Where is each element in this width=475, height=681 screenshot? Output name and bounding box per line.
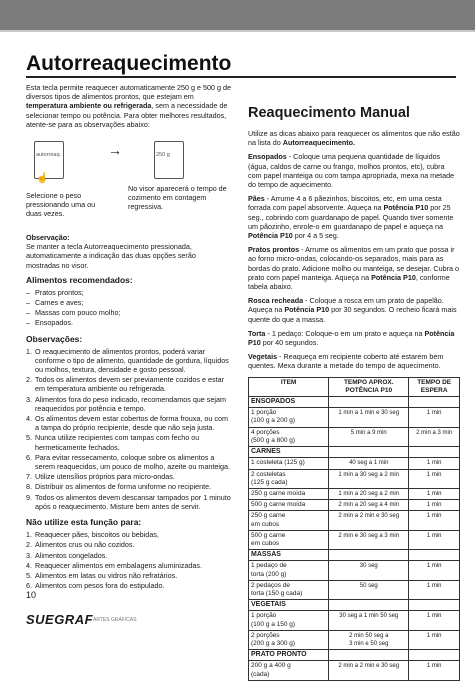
table-group-row: [249, 550, 460, 561]
cell-wait: 1 min: [409, 630, 460, 649]
empty-cell: [409, 397, 460, 408]
bold-text: Autorreaquecimento.: [282, 138, 356, 148]
empty-cell: [409, 650, 460, 661]
list-number: 5.: [26, 570, 32, 580]
caption-select-weight: Selecione o peso pressionando uma ou duas vezes.: [26, 191, 96, 219]
bold-text: Potência P10: [248, 231, 293, 241]
weight-selection-diagram: [26, 134, 231, 229]
cell-item: 2 pedaços de torta (150 g cada): [249, 580, 329, 599]
recommended-foods-title: Alimentos recomendados:: [26, 274, 133, 285]
text-run: - Reaqueça em recipiente coberto até estarem bem quentes. Mexa durante a metade do tempo de aquecimento.: [248, 352, 444, 371]
cell-item: 500 g carne moída: [249, 500, 329, 511]
list-item: [26, 570, 231, 580]
list-text: Nunca utilize recipientes com tampas com fecho ou hermeticamente fechados.: [35, 433, 200, 452]
page-title: Autorreaquecimento: [26, 52, 232, 75]
table-row: [249, 469, 460, 488]
list-number: 1.: [26, 346, 32, 356]
text-run: - Arrume os alimentos em um prato que possa ir ao forno micro-ondas, colocando-os separados, mais para as bordas do prato. Adicione molho ou manteiga, se desejar. Cubra o prato com papel manteiga. Aqueça na: [248, 245, 459, 282]
reheat-tip: [248, 352, 460, 370]
list-number: 7.: [26, 472, 32, 482]
table-row: [249, 580, 460, 599]
text-run: Utilize as dicas abaixo para reaquecer os alimentos que não estão na lista do: [248, 129, 460, 148]
cell-item: 1 pedaço de torta (200 g): [249, 561, 329, 580]
cell-item: 1 porção (100 g a 150 g): [249, 611, 329, 630]
group-name: PRATO PRONTO: [249, 650, 329, 661]
table-row: [249, 561, 460, 580]
list-text: Alimentos fora do peso indicado, recomendamos que sejam reaquecidos por potência e tempo.: [35, 394, 226, 413]
cell-item: 200 g a 400 g (cada): [249, 661, 329, 680]
cell-wait: 1 min: [409, 408, 460, 427]
list-item: [26, 375, 231, 394]
list-number: 2.: [26, 375, 32, 385]
text-run: por 40 segundos.: [260, 338, 319, 348]
cell-wait: 1 min: [409, 511, 460, 530]
cell-time: 50 seg: [329, 580, 409, 599]
table-group-row: [249, 650, 460, 661]
title-rule: [26, 76, 456, 78]
cell-item: 250 g carne em cubos: [249, 511, 329, 530]
list-text: Distribuir os alimentos de forma uniforme no recipiente.: [35, 482, 212, 492]
list-item: [26, 560, 231, 570]
cell-item: 1 costeleta (125 g): [249, 458, 329, 469]
text-run: Esta tecla permite reaquecer automaticamente 250 g e 500 g de diversos tipos de alimentos prontos, que estejam em: [26, 83, 231, 102]
header-bar: [0, 0, 475, 30]
text-run: - 1 pedaço: Coloque-o em um prato e aqueça na: [265, 328, 425, 338]
list-item: [26, 414, 231, 433]
cell-wait: 1 min: [409, 661, 460, 680]
list-item: [26, 550, 231, 560]
empty-cell: [329, 397, 409, 408]
empty-cell: [329, 600, 409, 611]
list-item: [26, 530, 231, 540]
list-text: Alimentos com pesos fora do estipulado.: [35, 581, 165, 591]
list-text: Os alimentos devem estar cobertos de forma frouxa, ou com a tampa do próprio recipiente, desde que não seja justa.: [35, 414, 228, 433]
manual-intro: [248, 129, 460, 147]
cell-wait: 1 min: [409, 458, 460, 469]
cell-time: 2 min e 30 seg a 3 min: [329, 530, 409, 549]
finger-press-icon: ☝: [36, 173, 49, 185]
list-item: [26, 472, 231, 482]
bold-text: Ensopados: [248, 152, 287, 162]
bold-text: temperatura ambiente ou refrigerada: [26, 101, 152, 111]
cell-time: 2 min 50 seg a 3 min e 50 seg: [329, 630, 409, 649]
cell-item: 2 porções (200 g a 300 g): [249, 630, 329, 649]
text-run: , sem a necessidade de selecionar tempo ou potência. Para obter melhores resultados, atente-se para as observações abaixo:: [26, 101, 228, 129]
bold-text: Vegetais: [248, 352, 278, 362]
display-weight-label: 250 g: [156, 152, 170, 159]
display-illustration: [154, 141, 184, 179]
bold-text: Potência P10: [248, 328, 455, 348]
group-name: MASSAS: [249, 550, 329, 561]
group-name: ENSOPADOS: [249, 397, 329, 408]
list-number: 6.: [26, 452, 32, 462]
observation-label: Observação:: [26, 233, 70, 243]
list-item: – Carnes e aves;: [35, 298, 231, 307]
table-group-row: [249, 397, 460, 408]
text-run: - Arrume 4 a 6 pãezinhos, biscoitos, etc, em uma cesta forrada com papel absorvente. Aqueça na: [248, 194, 442, 213]
list-number: 6.: [26, 581, 32, 591]
reheat-tip: [248, 296, 460, 324]
cell-item: 250 g carne moída: [249, 488, 329, 499]
cell-time: 1 min a 20 seg a 2 min: [329, 488, 409, 499]
list-item: – Massas com pouco molho;: [35, 308, 231, 317]
col-header-wait: TEMPO DE ESPERA: [409, 377, 460, 396]
list-item: [26, 394, 231, 413]
cell-wait: 1 min: [409, 530, 460, 549]
table-row: [249, 427, 460, 446]
observation-text: Se manter a tecla Autorreaquecimento pressionada, automaticamente a indicação das duas opções serão mostradas no visor.: [26, 242, 196, 270]
list-number: 5.: [26, 433, 32, 443]
cell-time: 2 min a 2 min e 30 seg: [329, 511, 409, 530]
list-text: Alimentos crus ou não cozidos.: [35, 540, 135, 550]
cell-time: 40 seg a 1 min: [329, 458, 409, 469]
list-item: [26, 452, 231, 472]
cell-time: 1 min a 30 seg a 2 min: [329, 469, 409, 488]
list-item: [26, 346, 231, 375]
list-number: 1.: [26, 530, 32, 540]
recommended-foods-list: [26, 288, 231, 328]
cell-time: 5 min a 9 min: [329, 427, 409, 446]
cell-item: 500 g carne em cubos: [249, 530, 329, 549]
reheat-tip: [248, 245, 460, 291]
empty-cell: [409, 447, 460, 458]
cell-wait: 1 min: [409, 500, 460, 511]
table-row: [249, 661, 460, 680]
reheat-tip: [248, 152, 460, 189]
header-rule: [0, 30, 475, 32]
reheat-table: [248, 377, 460, 681]
do-not-use-title: Não utilize esta função para:: [26, 517, 142, 528]
text-run: por 30 segundos. O recheio ficará mais quente do que a massa.: [248, 305, 457, 324]
brand-logo: SUEGRAF: [26, 612, 94, 627]
cell-wait: 1 min: [409, 580, 460, 599]
cell-item: 2 costeletas (125 g cada): [249, 469, 329, 488]
list-number: 4.: [26, 414, 32, 424]
list-item: [26, 492, 231, 511]
list-text: Utilize utensílios próprios para micro-ondas.: [35, 472, 175, 482]
observations-title: Observações:: [26, 333, 83, 344]
cell-wait: 1 min: [409, 561, 460, 580]
table-row: [249, 611, 460, 630]
bold-text: Rosca recheada: [248, 296, 304, 306]
right-column: [248, 83, 460, 681]
empty-cell: [329, 550, 409, 561]
list-item: [26, 433, 231, 452]
bold-text: Pães: [248, 194, 265, 204]
do-not-use-list: [26, 530, 231, 590]
cell-time: 2 min a 20 seg a 4 min: [329, 500, 409, 511]
cell-wait: 1 min: [409, 611, 460, 630]
list-item: [26, 540, 231, 550]
empty-cell: [409, 550, 460, 561]
empty-cell: [329, 650, 409, 661]
list-number: 9.: [26, 492, 32, 502]
observations-list: [26, 347, 231, 511]
cell-time: 2 min a 2 min e 30 seg: [329, 661, 409, 680]
reheat-tip: [248, 329, 460, 347]
cell-item: 4 porções (500 g a 800 g): [249, 427, 329, 446]
col-header-time: TEMPO APROX. POTÊNCIA P10: [329, 377, 409, 396]
autorreaq-label: autorreaq.: [36, 152, 62, 159]
reheat-tips: [248, 152, 460, 370]
table-row: [249, 488, 460, 499]
list-item: – Pratos prontos;: [35, 288, 231, 297]
table-row: [249, 500, 460, 511]
empty-cell: [329, 447, 409, 458]
text-run: , conforme tabela abaixo.: [248, 272, 450, 292]
list-number: 4.: [26, 560, 32, 570]
manual-reheat-title: Reaquecimento Manual: [248, 105, 410, 121]
cell-item: 1 porção (100 g a 200 g): [249, 408, 329, 427]
table-row: [249, 458, 460, 469]
empty-cell: [409, 600, 460, 611]
list-item: [26, 581, 231, 591]
table-group-row: [249, 600, 460, 611]
table-row: [249, 530, 460, 549]
table-header-row: [249, 377, 460, 396]
cell-time: 30 seg a 1 min 50 seg: [329, 611, 409, 630]
text-run: - Coloque a rosca em um prato de papelão. Aqueça na: [248, 296, 444, 315]
reheat-tip: [248, 194, 460, 240]
list-number: 2.: [26, 540, 32, 550]
list-number: 8.: [26, 482, 32, 492]
list-number: 3.: [26, 550, 32, 560]
table-row: [249, 408, 460, 427]
list-text: Todos os alimentos devem descansar tampados por 1 minuto após o reaquecimento. Misture bem antes de servir.: [35, 492, 231, 511]
list-item: [26, 482, 231, 492]
group-name: CARNES: [249, 447, 329, 458]
text-run: - Coloque uma pequena quantidade de líquidos (água, caldos de carne ou frango, molhos prontos, etc), cubra com papel manteiga ou com tampa apropriada, mexa na metade do tempo de aquecimento.: [248, 152, 455, 190]
arrow-icon: →: [108, 142, 122, 159]
text-run: por 25 seg., cobrindo com guardanapo de papel. Quando tiver somente um pãozinho, enrole-o em guardanapo de papel e aqueça na: [248, 203, 454, 231]
text-run: por 4 a 5 seg.: [292, 231, 339, 241]
left-column: [26, 83, 231, 594]
list-item: – Ensopados.: [35, 318, 231, 327]
list-text: Todos os alimentos devem ser previamente cozidos e estar em temperatura ambiente ou refrigerada.: [35, 375, 224, 394]
brand-tagline: ARTES GRÁFICAS: [93, 617, 137, 623]
group-name: VEGETAIS: [249, 600, 329, 611]
list-number: 3.: [26, 394, 32, 404]
cell-wait: 1 min: [409, 488, 460, 499]
list-text: Para evitar ressecamento, coloque sobre os alimentos a serem reaquecidos, um pouco de molho, azeite ou manteiga.: [35, 452, 230, 472]
col-header-item: ITEM: [249, 377, 329, 396]
page-number: 10: [26, 590, 37, 600]
cell-wait: 2 min a 3 min: [409, 427, 460, 446]
list-text: Reaquecer pães, biscoitos ou bebidas,: [35, 530, 159, 540]
list-text: O reaquecimento de alimentos prontos, poderá variar conforme o tipo de alimento, quantidade de gordura, líquidos ou molhos, textura, densidade e gosto pessoal.: [35, 346, 229, 375]
table-row: [249, 511, 460, 530]
bold-text: Potência P10: [371, 272, 416, 282]
list-text: Alimentos em latas ou vidros não refratários.: [35, 570, 178, 580]
table-body: [249, 397, 460, 681]
bold-text: Torta: [248, 328, 266, 338]
caption-display-countdown: No visor aparecerá o tempo de cozimento em contagem regressiva.: [128, 184, 227, 212]
cell-time: 1 min a 1 min e 30 seg: [329, 408, 409, 427]
bold-text: Potência P10: [284, 305, 330, 315]
list-text: Alimentos congelados.: [35, 550, 108, 560]
cell-wait: 1 min: [409, 469, 460, 488]
list-text: Reaquecer alimentos em embalagens aluminizadas.: [35, 560, 203, 570]
intro-paragraph: [26, 83, 231, 129]
bold-text: Pratos prontos: [248, 245, 300, 255]
table-group-row: [249, 447, 460, 458]
bold-text: Potência P10: [383, 203, 429, 213]
cell-time: 30 seg: [329, 561, 409, 580]
